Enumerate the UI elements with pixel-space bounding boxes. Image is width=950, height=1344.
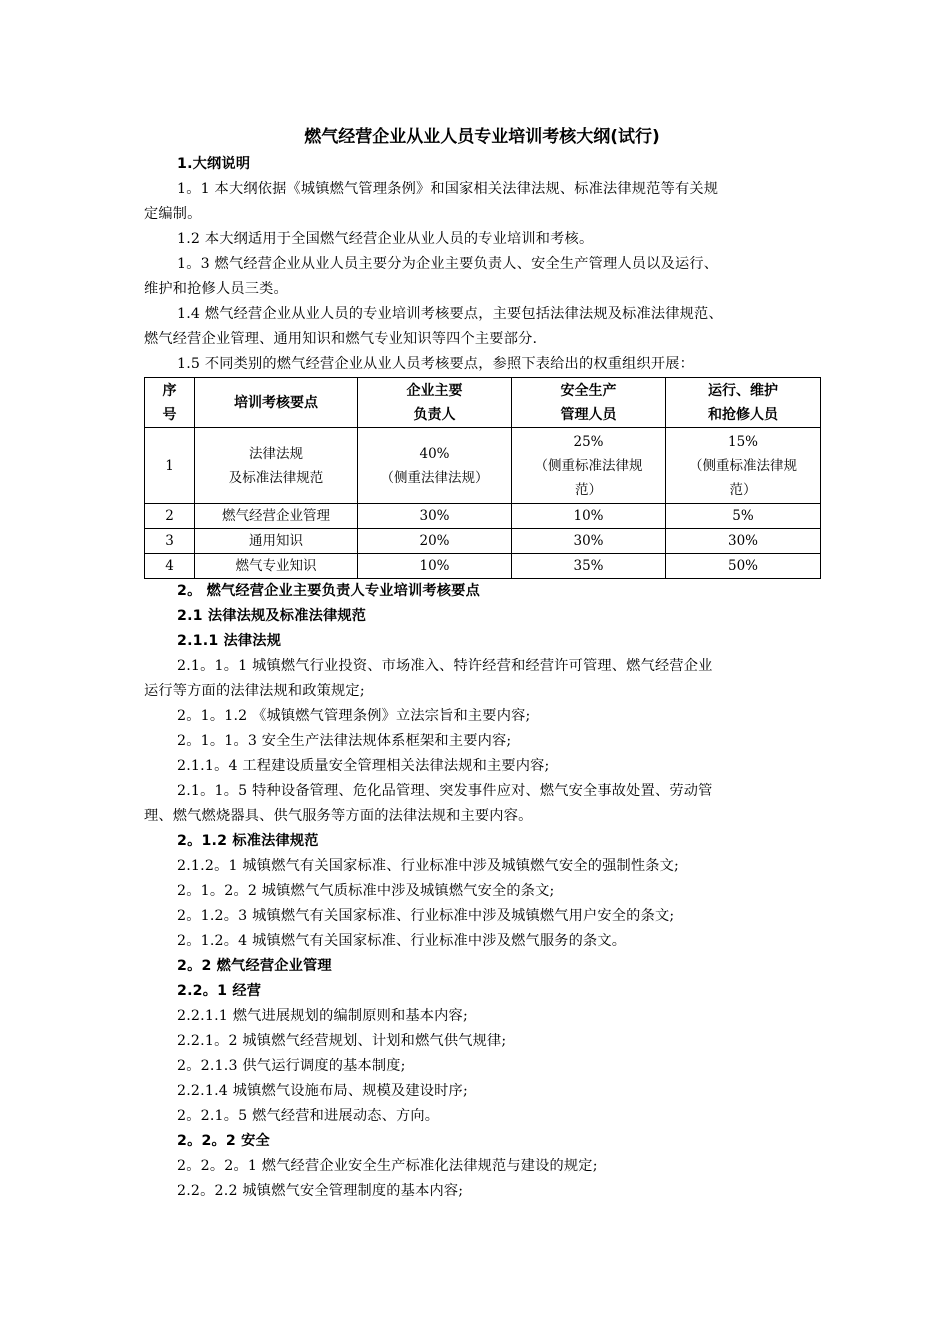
paragraph-line: 运行等方面的法律法规和政策规定; <box>144 683 365 699</box>
header-cell <box>512 378 666 428</box>
paragraph-line: 2。2。2。1 燃气经营企业安全生产标准化法律规范与建设的规定; <box>177 1158 598 1174</box>
section-heading: 2。1.2 标准法律规范 <box>177 833 319 849</box>
paragraph-line: 2。1。2。2 城镇燃气气质标准中涉及城镇燃气安全的条文; <box>177 883 555 899</box>
cell-text-line: 通用知识 <box>249 533 303 549</box>
cell-text-line: 运行、维护 <box>708 382 778 399</box>
paragraph-line: 1.4 燃气经营企业从业人员的专业培训考核要点，主要包括法律法规及标准法律规范、 <box>177 306 723 322</box>
cell-text-line: 35% <box>573 558 604 574</box>
table-cell <box>512 554 666 579</box>
cell-text-line: 培训考核要点 <box>234 394 318 411</box>
table-cell <box>512 428 666 504</box>
paragraph-line: 1。1 本大纲依据《城镇燃气管理条例》和国家相关法律法规、标准法律规范等有关规 <box>177 181 719 197</box>
table-cell <box>195 504 358 529</box>
section-heading: 1.大纲说明 <box>177 156 251 172</box>
table-header-row <box>145 378 821 428</box>
cell-text-line: 15% <box>727 433 758 450</box>
weight-table <box>144 377 821 579</box>
table-row <box>145 529 821 554</box>
cell-text-line: 25% <box>573 433 604 450</box>
intro-section <box>144 152 820 377</box>
cell-text-line: （侧重标准法律规 <box>689 457 797 474</box>
table-cell <box>666 529 821 554</box>
cell-text-line: 4 <box>165 558 174 574</box>
header-cell <box>358 378 512 428</box>
cell-text-line: 燃气经营企业管理 <box>222 508 330 524</box>
table-cell <box>358 554 512 579</box>
cell-text-line: 管理人员 <box>560 406 617 423</box>
cell-text-line: 法律法规 <box>249 445 303 462</box>
table-cell <box>195 428 358 504</box>
cell-text-line: 5% <box>732 508 754 524</box>
table-cell <box>145 428 195 504</box>
paragraph-line: 2。2.1。5 燃气经营和进展动态、方向。 <box>177 1108 440 1124</box>
section-heading: 2.1 法律法规及标准法律规范 <box>177 608 367 624</box>
document-title: 燃气经营企业从业人员专业培训考核大纲(试行) <box>304 127 660 147</box>
header-cell <box>666 378 821 428</box>
paragraph-line: 定编制。 <box>144 206 202 222</box>
table-cell <box>358 504 512 529</box>
table-cell <box>145 554 195 579</box>
paragraph-line: 2.2.1.1 燃气进展规划的编制原则和基本内容; <box>177 1008 468 1024</box>
paragraph-line: 2.1。1。1 城镇燃气行业投资、市场准入、特许经营和经营许可管理、燃气经营企业 <box>177 658 713 674</box>
table-row <box>145 554 821 579</box>
paragraph-line: 2.2.1。2 城镇燃气经营规划、计划和燃气供气规律; <box>177 1033 507 1049</box>
paragraph-line: 2。2.1.3 供气运行调度的基本制度; <box>177 1058 406 1074</box>
cell-text-line: 30% <box>727 533 758 549</box>
cell-text-line: 2 <box>165 508 174 524</box>
paragraph-line: 2。1。1.2 《城镇燃气管理条例》立法宗旨和主要内容; <box>177 708 531 724</box>
cell-text-line: 10% <box>573 508 604 524</box>
header-cell <box>145 378 195 428</box>
table-cell <box>195 554 358 579</box>
paragraph-line: 2。1。1。3 安全生产法律法规体系框架和主要内容; <box>177 733 512 749</box>
paragraph-line: 2.1。1。5 特种设备管理、危化品管理、突发事件应对、燃气安全事故处置、劳动管 <box>177 783 713 799</box>
section-heading: 2。2 燃气经营企业管理 <box>177 958 332 974</box>
cell-text-line: 序 <box>162 382 177 399</box>
paragraph-line: 2.1.1。4 工程建设质量安全管理相关法律法规和主要内容; <box>177 758 550 774</box>
cell-text-line: 20% <box>419 533 450 549</box>
paragraph-line: 2.2。2.2 城镇燃气安全管理制度的基本内容; <box>177 1183 464 1199</box>
cell-text-line: 1 <box>165 457 174 474</box>
paragraph-line: 2.2.1.4 城镇燃气设施布局、规模及建设时序; <box>177 1083 468 1099</box>
cell-text-line: （侧重法律法规） <box>380 469 489 486</box>
cell-text-line: 3 <box>165 533 174 549</box>
table-cell <box>512 529 666 554</box>
document-page <box>144 118 820 1204</box>
table-cell <box>666 554 821 579</box>
cell-text-line: 燃气专业知识 <box>235 558 317 574</box>
cell-text-line: 范） <box>575 481 602 498</box>
table-row <box>145 504 821 529</box>
table-cell <box>512 504 666 529</box>
cell-text-line: 30% <box>419 508 450 524</box>
cell-text-line: 及标准法律规范 <box>228 469 324 486</box>
cell-text-line: 40% <box>419 445 450 462</box>
paragraph-line: 1.2 本大纲适用于全国燃气经营企业从业人员的专业培训和考核。 <box>177 231 594 247</box>
cell-text-line: 10% <box>419 558 450 574</box>
table-cell <box>358 529 512 554</box>
table-cell <box>195 529 358 554</box>
paragraph-line: 2.1.2。1 城镇燃气有关国家标准、行业标准中涉及城镇燃气安全的强制性条文; <box>177 858 680 874</box>
section-heading: 2.2。1 经营 <box>177 983 262 999</box>
table-row <box>145 428 821 504</box>
cell-text-line: 30% <box>573 533 604 549</box>
cell-text-line: 负责人 <box>413 406 456 423</box>
table-cell <box>145 529 195 554</box>
paragraph-line: 理、燃气燃烧器具、供气服务等方面的法律法规和主要内容。 <box>144 808 533 824</box>
section-2 <box>144 579 820 1204</box>
cell-text-line: 范） <box>729 481 757 498</box>
cell-text-line: （侧重标准法律规 <box>534 457 643 474</box>
table-body <box>145 428 821 579</box>
paragraph-line: 维护和抢修人员三类。 <box>144 281 288 297</box>
paragraph-line: 2。1.2。4 城镇燃气有关国家标准、行业标准中涉及燃气服务的条文。 <box>177 933 627 949</box>
cell-text-line: 号 <box>162 406 177 423</box>
header-cell <box>195 378 358 428</box>
table-cell <box>666 504 821 529</box>
section-heading: 2。 燃气经营企业主要负责人专业培训考核要点 <box>177 583 480 599</box>
paragraph-line: 1。3 燃气经营企业从业人员主要分为企业主要负责人、安全生产管理人员以及运行、 <box>177 256 719 272</box>
cell-text-line: 企业主要 <box>406 382 463 399</box>
paragraph-line: 2。1.2。3 城镇燃气有关国家标准、行业标准中涉及城镇燃气用户安全的条文; <box>177 908 675 924</box>
paragraph-line: 1.5 不同类别的燃气经营企业从业人员考核要点，参照下表给出的权重组织开展： <box>177 356 695 372</box>
paragraph-line: 燃气经营企业管理、通用知识和燃气专业知识等四个主要部分. <box>144 331 538 347</box>
cell-text-line: 安全生产 <box>560 382 617 399</box>
cell-text-line: 50% <box>727 558 758 574</box>
table-cell <box>358 428 512 504</box>
cell-text-line: 和抢修人员 <box>708 406 778 423</box>
section-heading: 2。2。2 安全 <box>177 1133 270 1149</box>
table-cell <box>666 428 821 504</box>
table-cell <box>145 504 195 529</box>
section-heading: 2.1.1 法律法规 <box>177 633 282 649</box>
